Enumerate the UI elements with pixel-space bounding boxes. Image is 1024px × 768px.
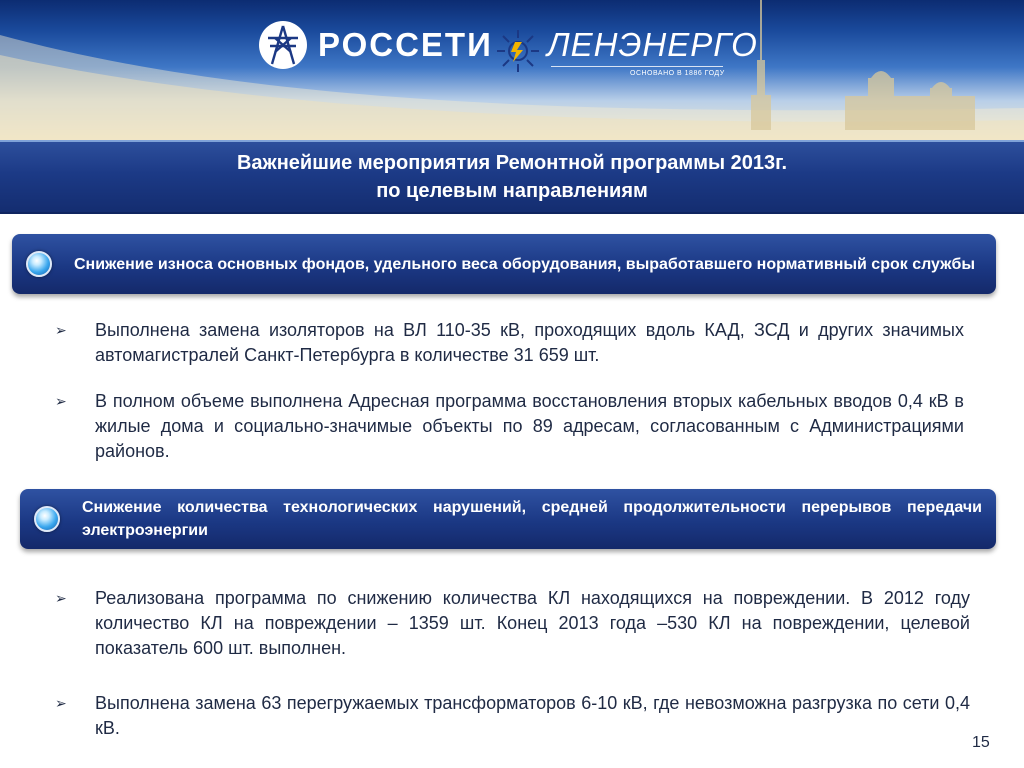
page-number: 15 [972, 734, 990, 751]
header-banner [0, 0, 1024, 140]
rosseti-logo-icon [258, 20, 308, 70]
lenenergo-logo-icon [495, 28, 541, 74]
lenenergo-logo-text: ЛЕНЭНЕРГО [547, 26, 758, 63]
list-item [55, 586, 970, 661]
arrow-bullet-icon: ➢ [55, 322, 67, 338]
list-item [55, 389, 964, 464]
list-item-text: Выполнена замена изоляторов на ВЛ 110-35 кВ, проходящих вдоль КАД, ЗСД и других значимых автомагистралей Санкт-Петербурга в количестве 31 659 шт. [95, 320, 964, 365]
list-item [55, 318, 964, 368]
section-2-heading-bar [20, 489, 996, 549]
arrow-bullet-icon: ➢ [55, 695, 67, 711]
arrow-bullet-icon: ➢ [55, 590, 67, 606]
slide-title [132, 149, 892, 205]
list-item-text: Реализована программа по снижению количества КЛ находящихся на повреждении. В 2012 году количество КЛ на повреждении – 1359 шт. Конец 2013 года –530 КЛ на повреждении, целевой показатель 600 шт. выполнен. [95, 588, 970, 658]
slide-title-line-2: по целевым направлениям [376, 180, 648, 202]
section-2-heading: Снижение количества технологических нарушений, средней продолжительности перерывов передачи электроэнергии [82, 499, 982, 539]
list-item-text: В полном объеме выполнена Адресная программа восстановления вторых кабельных вводов 0,4 кВ в жилые дома и социально-значимые объекты по 89 адресам, согласованным с Администрациями районов. [95, 391, 964, 461]
slide-title-line-1: Важнейшие мероприятия Ремонтной программы 2013г. [236, 152, 788, 174]
section-bullet-icon [26, 251, 52, 277]
lenenergo-underline [551, 66, 723, 67]
section-bullet-icon [34, 506, 60, 532]
slide-title-band [0, 140, 1024, 214]
list-item-text: Выполнена замена 63 перегружаемых трансформаторов 6-10 кВ, где невозможна разгрузка по сети 0,4 кВ. [95, 693, 970, 738]
rosseti-logo [258, 20, 493, 70]
lenenergo-tagline: ОСНОВАНО В 1886 ГОДУ [630, 70, 725, 77]
arrow-bullet-icon: ➢ [55, 393, 67, 409]
section-1-heading: Снижение износа основных фондов, удельного веса оборудования, выработавшего нормативный срок службы [74, 255, 976, 273]
rosseti-logo-text: РОССЕТИ [318, 26, 493, 63]
section-1-heading-bar [12, 234, 996, 294]
list-item [55, 691, 970, 741]
